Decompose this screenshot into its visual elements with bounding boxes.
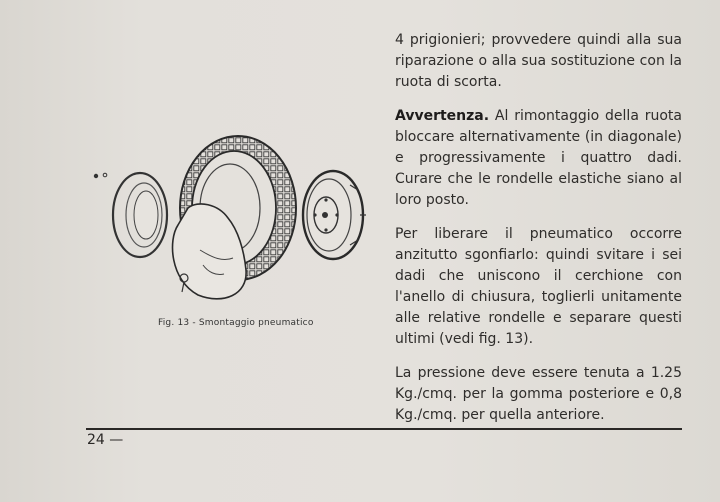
page-number: 24 — [87, 432, 124, 448]
wheel-hub-drawing [303, 171, 366, 259]
closing-ring-drawing [113, 173, 167, 257]
washer-icon [103, 173, 107, 177]
paragraph-4-pressure [395, 363, 682, 426]
paragraph-2-text: Al rimontaggio della ruota bloccare alternativamente (in diagonale) e progressivamente i quattro dadi. Curare che le rondelle elastiche siano al loro posto. [395, 108, 682, 208]
paragraph-3-text: Per liberare il pneumatico occorre anzitutto sgonfiarlo: quindi svitare i sei dadi che uniscono il cerchione con l'anello di chiusura, toglierli unitamente alle relative rondelle e separare questi ultimi (vedi fig. 13). [395, 226, 682, 347]
nut-icon [94, 174, 98, 178]
paragraph-1-text: 4 prigionieri; provvedere quindi alla sua riparazione o alla sua sostituzione con la ruota di scorta. [395, 32, 682, 90]
tire-disassembly-illustration [88, 130, 378, 305]
body-text-column [395, 30, 682, 439]
tire-exploded-view-drawing [88, 130, 378, 305]
paragraph-3 [395, 224, 682, 350]
warning-heading: Avvertenza. [395, 108, 490, 124]
paragraph-2-warning [395, 106, 682, 211]
figure-caption: Fig. 13 - Smontaggio pneumatico [158, 318, 314, 328]
footer-rule [86, 428, 682, 430]
paragraph-1 [395, 30, 682, 93]
paragraph-4-text: La pressione deve essere tenuta a 1.25 Kg./cmq. per la gomma posteriore e 0,8 Kg./cmq. per quella anteriore. [395, 365, 682, 423]
